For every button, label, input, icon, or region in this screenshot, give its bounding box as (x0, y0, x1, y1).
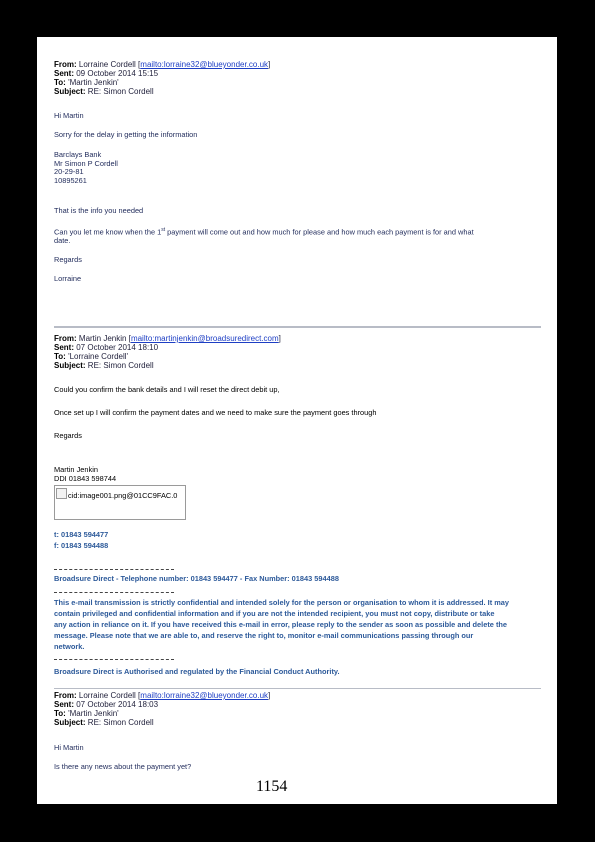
image-alt-label: cid:image001.png@01CC9FAC.0 (68, 491, 178, 500)
email1-line1: Sorry for the delay in getting the information (54, 130, 198, 139)
email3-greeting: Hi Martin (54, 743, 84, 752)
telephone: t: 01843 594477 (54, 530, 109, 539)
to-label: To: (54, 78, 66, 87)
document-page (37, 37, 557, 804)
sent-label: Sent: (54, 69, 74, 78)
fax: f: 01843 594488 (54, 541, 109, 550)
to-recipient: 'Martin Jenkin' (68, 709, 119, 718)
email1-from-line: From: Lorraine Cordell [mailto:lorraine32@blueyonder.co.uk] (54, 60, 271, 69)
email1-line2: That is the info you needed (54, 206, 144, 215)
from-email-link[interactable]: mailto:lorraine32@blueyonder.co.uk (140, 60, 269, 69)
from-name: Lorraine Cordell (78, 691, 136, 700)
email1-regards: Regards (54, 255, 82, 264)
sent-label: Sent: (54, 343, 74, 352)
sent-date: 07 October 2014 18:03 (76, 700, 159, 709)
subject-label: Subject: (54, 361, 86, 370)
question-part-b: payment will come out and how much for please and how much each payment is for and what (165, 227, 474, 237)
sent-date: 07 October 2014 18:10 (76, 343, 159, 352)
email3-line1: Is there any news about the payment yet? (54, 762, 192, 771)
disclaimer-line: message. Please note that we are able to, and reserve the right to, monitor e-mail communications passing through our (54, 631, 474, 640)
page-number: 1154 (256, 778, 288, 795)
email2-regards: Regards (54, 431, 82, 440)
email2-subject-line (54, 361, 154, 370)
email3-subject-line (54, 718, 154, 727)
dashed-divider (54, 569, 174, 570)
sent-label: Sent: (54, 700, 74, 709)
disclaimer-line: network. (54, 642, 85, 651)
company-contact-line: Broadsure Direct - Telephone number: 01843 594477 - Fax Number: 01843 594488 (54, 574, 339, 583)
to-recipient: 'Lorraine Cordell' (68, 352, 129, 361)
subject-text: RE: Simon Cordell (87, 87, 154, 96)
email3-from-line: From: Lorraine Cordell [mailto:lorraine32@blueyonder.co.uk] (54, 691, 271, 700)
to-recipient: 'Martin Jenkin' (68, 78, 119, 87)
email2-to-line (54, 352, 128, 361)
from-email-link[interactable]: mailto:martinjenkin@broadsuredirect.com (130, 334, 279, 343)
account-holder: Mr Simon P Cordell (54, 158, 118, 168)
email2-line2: Once set up I will confirm the payment dates and we need to make sure the payment goes through (54, 408, 377, 417)
bank-name: Barclays Bank (54, 150, 102, 159)
email3-sent-line (54, 700, 158, 709)
subject-text: RE: Simon Cordell (87, 361, 154, 370)
email1-to-line (54, 78, 119, 87)
disclaimer-line: any action in reliance on it. If you have received this e-mail in error, please reply to the sender as soon as possible and delete the (54, 620, 508, 629)
to-label: To: (54, 709, 66, 718)
from-name: Martin Jenkin (78, 334, 127, 343)
image-alt-text (56, 488, 177, 500)
authorised-statement: Broadsure Direct is Authorised and regulated by the Financial Conduct Authority. (54, 667, 340, 676)
email1-question-cont: date. (54, 235, 71, 245)
broken-image-placeholder (54, 485, 186, 520)
subject-label: Subject: (54, 718, 86, 727)
email2-sent-line (54, 343, 158, 352)
question-superscript: st (161, 227, 166, 233)
email1-subject-line (54, 87, 154, 96)
email1-sent-line (54, 69, 158, 78)
disclaimer-line: This e-mail transmission is strictly confidential and intended solely for the person or organisation to whom it is addressed. It may (54, 598, 510, 607)
separator-rule (54, 688, 541, 689)
broken-image-icon (56, 488, 67, 499)
from-label: From: (54, 691, 77, 700)
signature-name: Martin Jenkin (54, 465, 98, 474)
question-part-a: Can you let me know when the 1 (54, 227, 162, 237)
from-email-link[interactable]: mailto:lorraine32@blueyonder.co.uk (140, 691, 269, 700)
subject-label: Subject: (54, 87, 86, 96)
from-label: From: (54, 334, 77, 343)
signature-ddi: DDI 01843 598744 (54, 474, 117, 483)
email2-from-line: From: Martin Jenkin [mailto:martinjenkin@broadsuredirect.com] (54, 334, 281, 343)
sort-code: 20-29-81 (54, 167, 84, 176)
sent-date: 09 October 2014 15:15 (76, 69, 159, 78)
from-name: Lorraine Cordell (78, 60, 136, 69)
to-label: To: (54, 352, 66, 361)
email2-line1: Could you confirm the bank details and I will reset the direct debit up, (54, 385, 280, 394)
dashed-divider (54, 592, 174, 593)
account-number: 10895261 (54, 175, 87, 185)
dashed-divider (54, 659, 174, 660)
email1-signature: Lorraine (54, 274, 82, 283)
separator-rule (54, 326, 541, 328)
from-label: From: (54, 60, 77, 69)
email1-question (54, 226, 474, 237)
email1-greeting: Hi Martin (54, 111, 84, 120)
subject-text: RE: Simon Cordell (87, 718, 154, 727)
disclaimer-line: contain privileged and confidential information and if you are not the intended recipient, you must not copy, distribute or take (54, 609, 495, 618)
email3-to-line (54, 709, 119, 718)
